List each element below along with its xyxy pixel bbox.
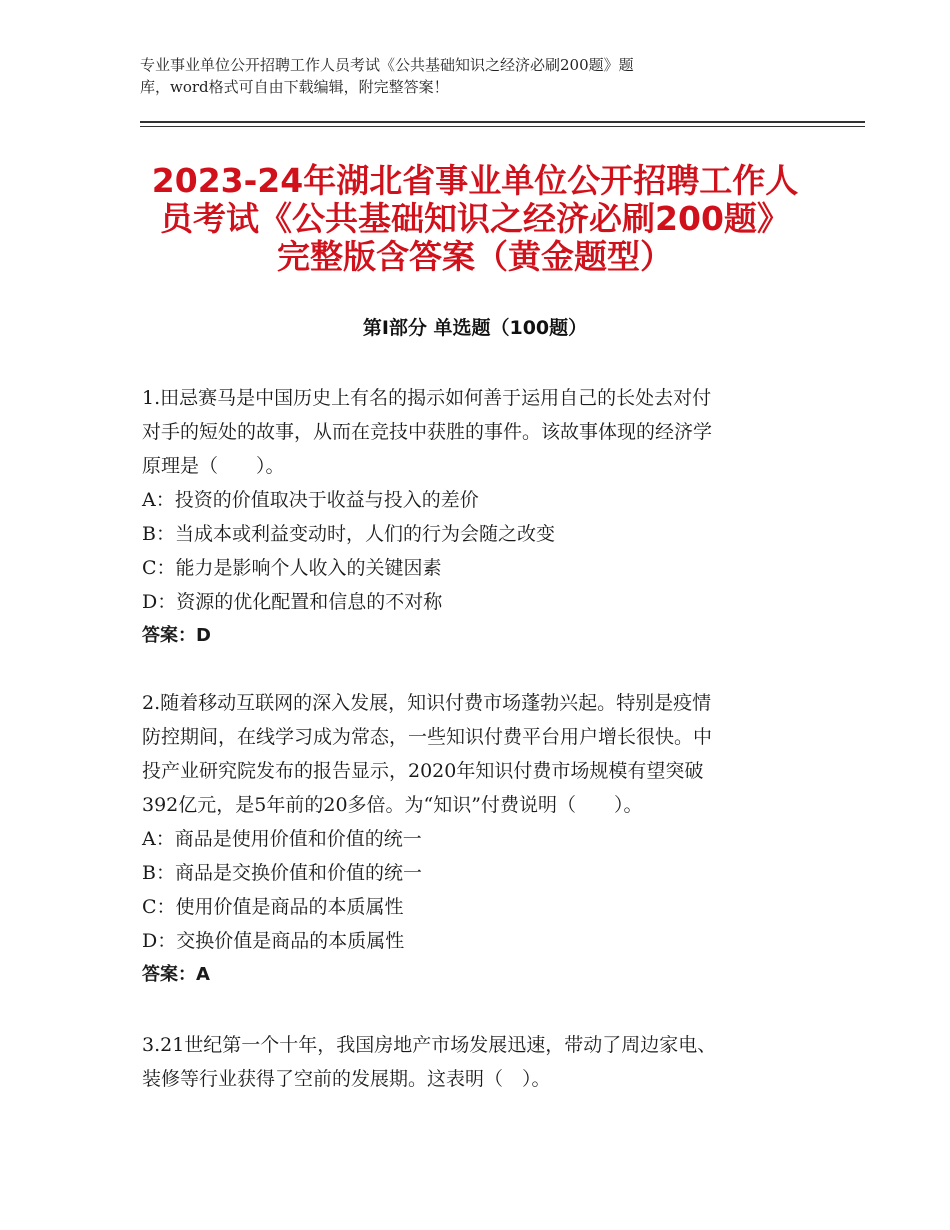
question-1-answer: 答案：D bbox=[142, 625, 211, 646]
question-1-option-d: D：资源的优化配置和信息的不对称 bbox=[142, 591, 443, 613]
question-1 bbox=[142, 381, 802, 653]
question-1-stem-line: 1.田忌赛马是中国历史上有名的揭示如何善于运用自己的长处去对付 bbox=[142, 387, 712, 409]
title-line-2: 员考试《公共基础知识之经济必刷200题》 bbox=[160, 199, 790, 238]
header-divider-thick bbox=[140, 121, 865, 123]
question-2-option-a: A：商品是使用价值和价值的统一 bbox=[142, 828, 422, 850]
document-title bbox=[120, 162, 830, 276]
header-note-line-1: 专业事业单位公开招聘工作人员考试《公共基础知识之经济必刷200题》题 bbox=[140, 56, 634, 74]
header-note bbox=[140, 54, 790, 98]
header-divider-thin bbox=[140, 126, 865, 127]
section-heading: 第Ⅰ部分 单选题（100题） bbox=[362, 317, 588, 339]
question-3 bbox=[142, 1028, 802, 1096]
question-2-stem-line: 防控期间，在线学习成为常态，一些知识付费平台用户增长很快。中 bbox=[142, 726, 713, 748]
question-2-option-b: B：商品是交换价值和价值的统一 bbox=[142, 862, 422, 884]
question-3-stem-line: 3.21世纪第一个十年，我国房地产市场发展迅速，带动了周边家电、 bbox=[142, 1034, 717, 1056]
title-line-1: 2023-24年湖北省事业单位公开招聘工作人 bbox=[151, 161, 799, 200]
header-note-line-2: 库，word格式可自由下载编辑，附完整答案！ bbox=[140, 78, 449, 96]
question-2 bbox=[142, 686, 802, 992]
question-2-stem-line: 投产业研究院发布的报告显示，2020年知识付费市场规模有望突破 bbox=[142, 760, 704, 782]
question-2-option-d: D：交换价值是商品的本质属性 bbox=[142, 930, 405, 952]
title-line-3: 完整版含答案（黄金题型） bbox=[277, 237, 673, 276]
question-3-stem-line: 装修等行业获得了空前的发展期。这表明（ ）。 bbox=[142, 1068, 551, 1090]
question-1-option-c: C：能力是影响个人收入的关键因素 bbox=[142, 557, 442, 579]
question-2-answer: 答案：A bbox=[142, 964, 210, 985]
question-1-stem-line: 原理是（ ）。 bbox=[142, 455, 285, 477]
question-1-option-a: A：投资的价值取决于收益与投入的差价 bbox=[142, 489, 479, 511]
question-1-option-b: B：当成本或利益变动时，人们的行为会随之改变 bbox=[142, 523, 555, 545]
question-1-stem-line: 对手的短处的故事，从而在竞技中获胜的事件。该故事体现的经济学 bbox=[142, 421, 713, 443]
question-2-stem-line: 392亿元，是5年前的20多倍。为“知识”付费说明（ ）。 bbox=[142, 794, 643, 816]
question-2-stem-line: 2.随着移动互联网的深入发展，知识付费市场蓬勃兴起。特别是疫情 bbox=[142, 692, 712, 714]
question-2-option-c: C：使用价值是商品的本质属性 bbox=[142, 896, 404, 918]
